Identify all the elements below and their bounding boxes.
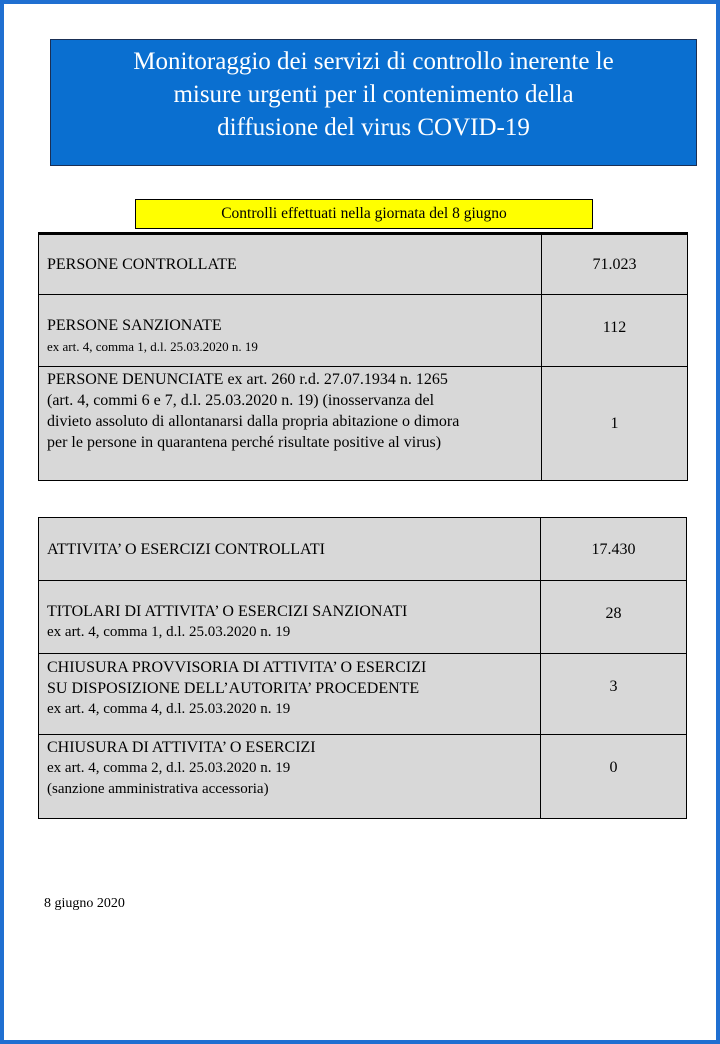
day-label: Controlli effettuati nella giornata del 8 giugno [135, 199, 593, 229]
business-checked-label: ATTIVITA’ O ESERCIZI CONTROLLATI [39, 518, 541, 581]
provisional-closure-ref: ex art. 4, comma 4, d.l. 25.03.2020 n. 19 [47, 701, 291, 717]
persons-checked-value: 71.023 [542, 234, 688, 295]
persons-sanctioned-value: 112 [542, 295, 688, 367]
persons-reported-line-2: (art. 4, commi 6 e 7, d.l. 25.03.2020 n. 19) (inosservanza del [47, 392, 435, 409]
persons-reported-cell [39, 367, 542, 481]
provisional-closure-value: 3 [541, 654, 687, 735]
table-row [39, 735, 687, 819]
persons-reported-line-4: per le persone in quarantena perché risultate positive al virus) [47, 434, 442, 451]
persons-reported-value: 1 [542, 367, 688, 481]
persons-reported-line-1: PERSONE DENUNCIATE ex art. 260 r.d. 27.07.1934 n. 1265 [47, 371, 448, 388]
owners-sanctioned-cell [39, 581, 541, 654]
persons-sanctioned-label: PERSONE SANZIONATE [47, 317, 222, 334]
provisional-closure-cell [39, 654, 541, 735]
table-row [39, 234, 688, 295]
table-row [39, 581, 687, 654]
closure-cell [39, 735, 541, 819]
persons-sanctioned-ref: ex art. 4, comma 1, d.l. 25.03.2020 n. 19 [47, 339, 258, 354]
closure-value: 0 [541, 735, 687, 819]
title-line-2: misure urgenti per il contenimento della [173, 81, 574, 108]
closure-line-1: CHIUSURA DI ATTIVITA’ O ESERCIZI [47, 739, 316, 756]
business-checked-value: 17.430 [541, 518, 687, 581]
owners-sanctioned-value: 28 [541, 581, 687, 654]
title-line-1: Monitoraggio dei servizi di controllo inerente le [133, 48, 614, 75]
owners-sanctioned-ref: ex art. 4, comma 1, d.l. 25.03.2020 n. 19 [47, 624, 291, 640]
table-row [39, 654, 687, 735]
page-title [50, 39, 697, 166]
title-line-3: diffusione del virus COVID-19 [217, 114, 530, 141]
business-table [38, 517, 687, 819]
closure-ref: ex art. 4, comma 2, d.l. 25.03.2020 n. 19 [47, 760, 291, 776]
persons-table [38, 232, 688, 481]
table-row [39, 518, 687, 581]
table-row [39, 367, 688, 481]
persons-sanctioned-cell [39, 295, 542, 367]
table-row [39, 295, 688, 367]
provisional-closure-line-2: SU DISPOSIZIONE DELL’AUTORITA’ PROCEDENTE [47, 680, 420, 697]
owners-sanctioned-label: TITOLARI DI ATTIVITA’ O ESERCIZI SANZIONATI [47, 603, 408, 620]
persons-reported-line-3: divieto assoluto di allontanarsi dalla propria abitazione o dimora [47, 413, 460, 430]
provisional-closure-line-1: CHIUSURA PROVVISORIA DI ATTIVITA’ O ESERCIZI [47, 659, 427, 676]
closure-note: (sanzione amministrativa accessoria) [47, 781, 269, 797]
footer-date: 8 giugno 2020 [44, 896, 125, 911]
persons-checked-label: PERSONE CONTROLLATE [39, 234, 542, 295]
